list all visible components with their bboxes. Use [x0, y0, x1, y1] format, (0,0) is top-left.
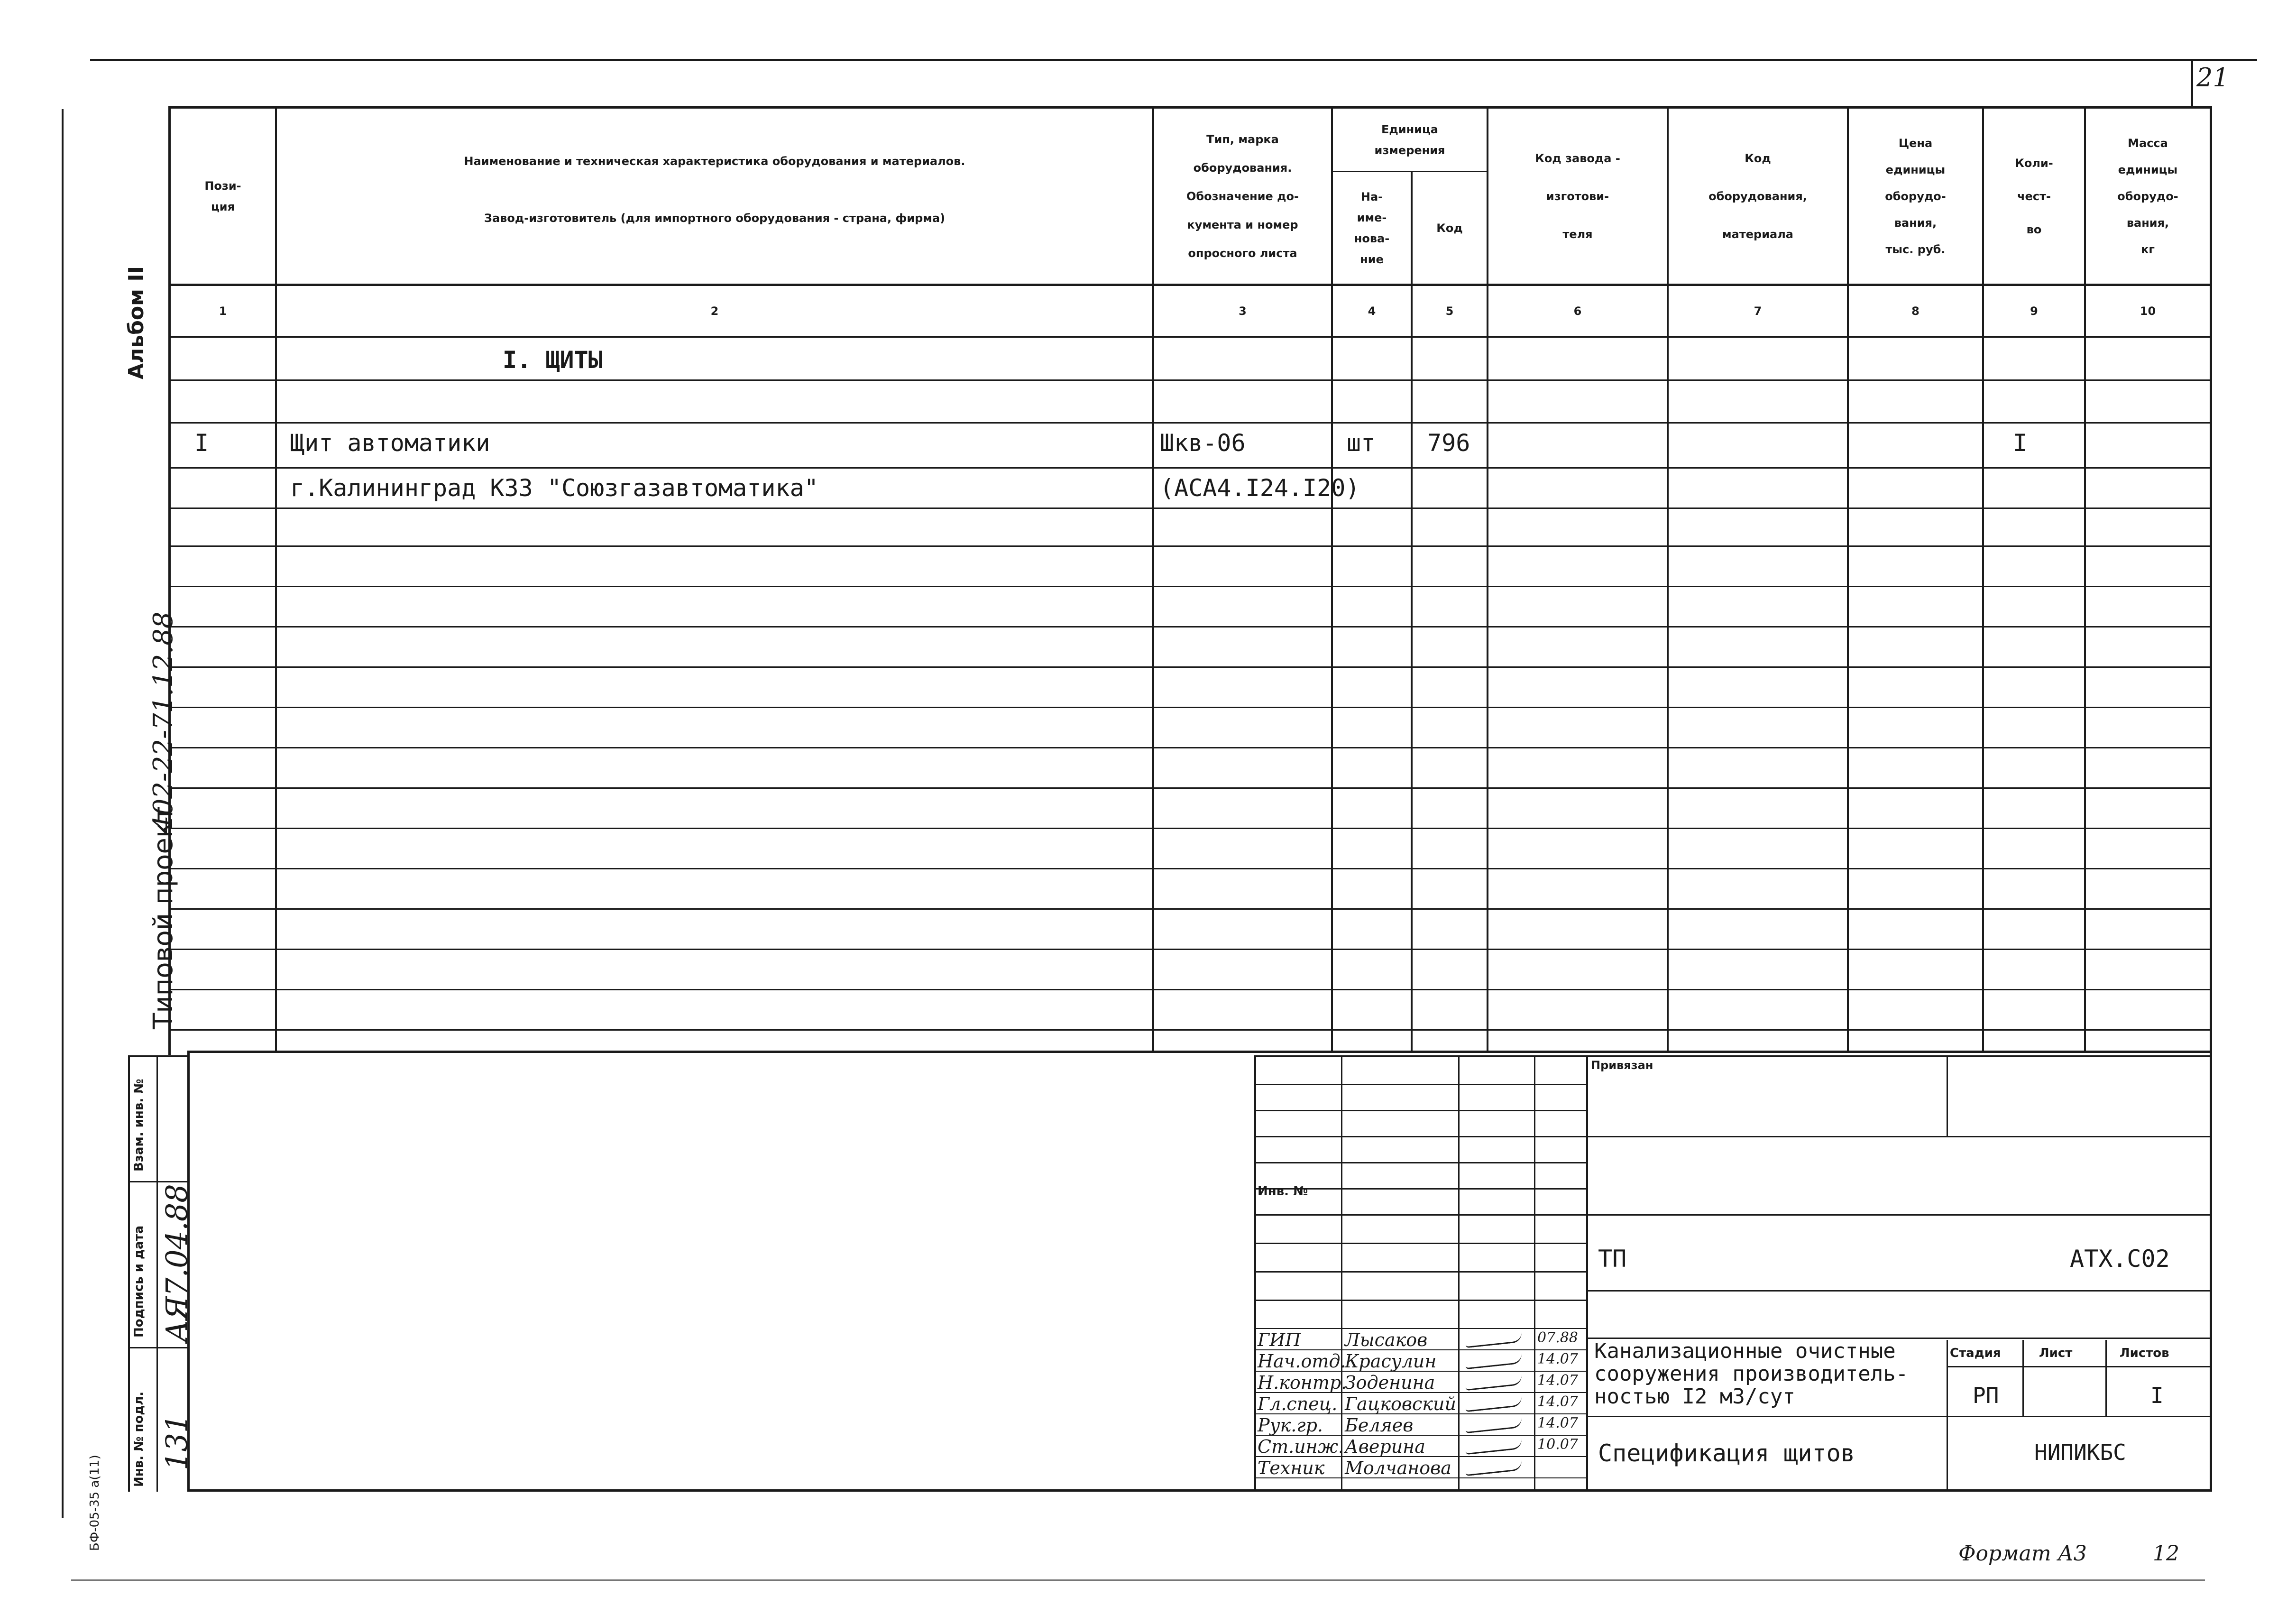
header-unit-code: Код — [1436, 221, 1463, 235]
table-row-line — [171, 422, 2210, 424]
album-label: Альбом II — [124, 266, 148, 379]
tb-r-line3 — [1586, 1290, 2212, 1292]
colnum-5: 5 — [1445, 304, 1454, 318]
maker-name: г.Калининград КЗЗ "Союзгазавтоматика" — [290, 474, 818, 502]
tb-person-name: Зоденина — [1345, 1372, 1435, 1393]
page-hand-number: 12 — [2153, 1541, 2179, 1566]
tb-r-line1 — [1586, 1136, 2212, 1137]
tb-stage-left — [1947, 1340, 1948, 1489]
frame-right — [2210, 106, 2212, 1491]
tb-date: 07.88 — [1537, 1329, 1578, 1346]
table-row-line — [171, 545, 2210, 547]
format-label: Формат А3 — [1958, 1541, 2087, 1566]
item-position: I — [194, 429, 209, 457]
signature-scribble — [1465, 1375, 1523, 1391]
signature-scribble — [1465, 1460, 1523, 1476]
tb-date: 14.07 — [1537, 1415, 1578, 1431]
colnum-9: 9 — [2030, 304, 2038, 318]
tb-stage-div2 — [2105, 1340, 2107, 1416]
item-unit-code: 796 — [1427, 429, 1470, 457]
project-label: Типовой проект — [148, 806, 179, 1029]
tb-date: 10.07 — [1537, 1436, 1578, 1453]
table-row-line — [171, 828, 2210, 829]
tb-role: Ст.инж. — [1258, 1436, 1344, 1457]
table-row-line — [171, 787, 2210, 789]
doc-prefix: ТП — [1598, 1245, 1627, 1273]
sheets-value: I — [2150, 1383, 2164, 1408]
signature-scribble — [1465, 1354, 1523, 1369]
item-unit: шт — [1347, 429, 1376, 457]
colnum-2: 2 — [710, 304, 719, 318]
tb-role: Н.контр. — [1258, 1372, 1347, 1393]
tb-person-name: Красулин — [1345, 1351, 1437, 1372]
colnum-7: 7 — [1754, 304, 1762, 318]
tb-person-name: Гацковский — [1345, 1393, 1456, 1414]
tb-row-line — [1254, 1084, 1586, 1085]
tb-person-name: Аверина — [1345, 1436, 1425, 1457]
tb-person-name: Лысаков — [1345, 1329, 1428, 1350]
table-row-line — [171, 989, 2210, 990]
inv-value: 131 — [159, 1414, 194, 1470]
table-row-line — [171, 666, 2210, 668]
organization: НИПИКБС — [2034, 1439, 2126, 1465]
side-box-top — [128, 1055, 190, 1057]
table-row-line — [171, 626, 2210, 627]
colnum-1: 1 — [219, 304, 227, 318]
col-line-1 — [275, 106, 277, 1052]
header-mass: Масса единицы оборудо- вания, кг — [2117, 137, 2178, 256]
table-row-line — [171, 586, 2210, 587]
tb-privyazan-div — [1947, 1055, 1948, 1136]
colnum-8: 8 — [1911, 304, 1919, 318]
tb-date: 14.07 — [1537, 1351, 1578, 1367]
signature-scribble — [1465, 1332, 1523, 1348]
table-row-line — [171, 949, 2210, 950]
side-box-mid — [156, 1055, 158, 1492]
tb-row-line — [1254, 1162, 1586, 1163]
table-row-line — [171, 508, 2210, 509]
tb-row-line — [1254, 1243, 1586, 1244]
tb-stage-head-line — [1947, 1366, 2212, 1367]
sheet-title: Спецификация щитов — [1598, 1439, 1855, 1467]
frame-top-line — [90, 59, 2257, 61]
signature-scribble — [1465, 1396, 1523, 1412]
tb-role: Рук.гр. — [1258, 1415, 1323, 1436]
tb-person-name: Беляев — [1345, 1415, 1414, 1436]
tb-person-line — [1254, 1328, 1586, 1329]
inv-label: Инв. № подл. — [132, 1391, 146, 1487]
sign-label: Подпись и дата — [132, 1225, 146, 1338]
page-number: 21 — [2196, 63, 2229, 92]
header-name-line1: Наименование и техническая характеристика оборудования и материалов. — [464, 155, 965, 168]
tb-row-line — [1254, 1300, 1586, 1301]
colnum-10: 10 — [2140, 304, 2156, 318]
tb-role: Гл.спец. — [1258, 1393, 1338, 1414]
sheet-label: Лист — [2039, 1346, 2073, 1360]
header-unit-group: Единица измерения — [1374, 123, 1445, 157]
header-price: Цена единицы оборудо- вания, тыс. руб. — [1885, 137, 1946, 256]
table-row-line — [171, 868, 2210, 869]
tb-r-line4 — [1586, 1416, 2212, 1417]
sheets-label: Листов — [2120, 1346, 2169, 1360]
stage-value: РП — [1973, 1383, 1999, 1408]
item-type: Шкв-06 — [1160, 429, 1246, 457]
bottom-trim-line — [71, 1579, 2205, 1581]
table-row-line — [171, 379, 2210, 381]
tb-top — [1254, 1055, 2212, 1057]
project-title: Канализационные очистные сооружения производитель-ностью I2 м3/сут — [1594, 1339, 1909, 1409]
header-unit-name: На- име- нова- ние — [1354, 190, 1390, 266]
side-outer-line — [62, 109, 64, 1518]
doc-code: АТХ.С02 — [2070, 1245, 2170, 1273]
header-type: Тип, марка оборудования. Обозначение до- кумента и номер опросного листа — [1186, 133, 1299, 260]
table-bottom — [187, 1051, 2212, 1053]
frame-bottom — [187, 1489, 2212, 1492]
header-name-line2: Завод-изготовитель (для импортного оборудования - страна, фирма) — [484, 212, 946, 225]
tb-stage-div1 — [2022, 1340, 2024, 1416]
colnum-4: 4 — [1368, 304, 1376, 318]
side-box-div1 — [128, 1181, 190, 1182]
sign-value: АЯ7.04.88 — [159, 1184, 194, 1342]
tb-row-line — [1254, 1214, 1586, 1216]
tb-row-line — [1254, 1136, 1586, 1137]
inv-no-label: Инв. № — [1258, 1184, 1308, 1199]
table-row-line — [171, 467, 2210, 469]
stamp-code: БФ-05-35 а(11) — [88, 1455, 102, 1551]
tb-col4 — [1586, 1055, 1588, 1489]
tb-role: Нач.отд. — [1258, 1351, 1346, 1372]
project-code: 402-22-71.12.88 — [148, 611, 179, 832]
table-row-line — [171, 908, 2210, 910]
tb-role: ГИП — [1258, 1329, 1301, 1350]
tb-person-name: Молчанова — [1345, 1458, 1451, 1478]
item-name: Щит автоматики — [290, 429, 490, 457]
maker-document: (АСА4.I24.I20) — [1160, 474, 1360, 502]
colnum-6: 6 — [1573, 304, 1582, 318]
tb-row-line — [1254, 1110, 1586, 1111]
side-box-div2 — [128, 1347, 190, 1348]
header-maker-code: Код завода - изготови- теля — [1535, 152, 1620, 241]
tb-role: Техник — [1258, 1458, 1325, 1478]
table-row-line — [171, 747, 2210, 748]
item-quantity: I — [2013, 429, 2028, 457]
header-equipment-code: Код оборудования, материала — [1708, 152, 1807, 241]
page-box-left — [2191, 59, 2193, 106]
vzam-label: Взам. инв. № — [132, 1079, 146, 1172]
signature-scribble — [1465, 1439, 1523, 1455]
table-row-line — [171, 1029, 2210, 1031]
table-top — [168, 106, 2212, 109]
table-row-line — [171, 707, 2210, 708]
tb-date: 14.07 — [1537, 1372, 1578, 1389]
numrow-bottom — [168, 336, 2212, 338]
privyazan-label: Привязан — [1591, 1059, 1653, 1072]
header-quantity: Коли- чест- во — [2015, 157, 2053, 236]
side-box-left — [128, 1055, 130, 1492]
signature-scribble — [1465, 1418, 1523, 1433]
section-title: I. ЩИТЫ — [503, 346, 603, 374]
tb-r-line2 — [1586, 1214, 2212, 1216]
header-position: Пози- ция — [204, 179, 241, 213]
colnum-3: 3 — [1239, 304, 1247, 318]
tb-date: 14.07 — [1537, 1393, 1578, 1410]
tb-row-line — [1254, 1271, 1586, 1273]
stage-label: Стадия — [1950, 1346, 2001, 1360]
